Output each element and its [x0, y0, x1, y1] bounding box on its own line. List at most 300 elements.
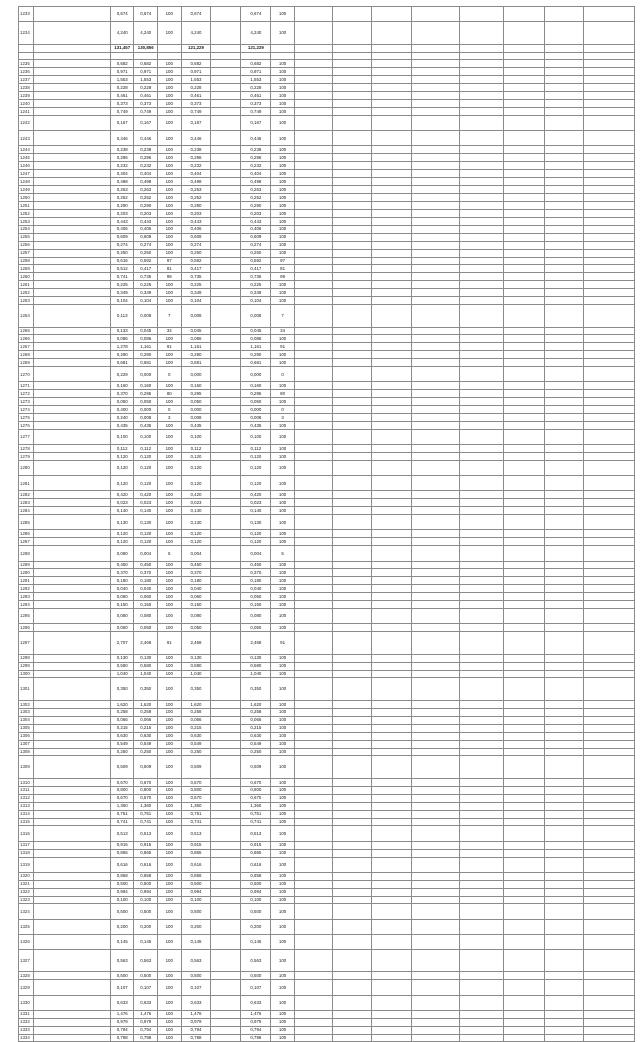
empty-cell — [333, 100, 372, 108]
length-normative-cell: 0,681 — [241, 359, 271, 367]
street-name-cell — [33, 491, 110, 499]
length-other-cell — [211, 849, 241, 857]
length-paved-cell: 0,130 — [181, 515, 211, 530]
length-other-cell — [211, 241, 241, 249]
table-row — [19, 84, 635, 92]
length-normative-cell: 0,130 — [241, 654, 271, 662]
street-name-cell — [33, 382, 110, 390]
table-row — [19, 1018, 635, 1026]
empty-cell — [504, 7, 545, 22]
percent-surveyed-cell: 100 — [158, 186, 182, 194]
percent-surveyed-cell: 100 — [158, 453, 182, 461]
percent-surveyed-cell: 100 — [158, 609, 182, 624]
length-normative-cell: 0,741 — [241, 818, 271, 826]
length-normative-cell: 0,670 — [241, 794, 271, 802]
empty-cell — [545, 116, 584, 131]
empty-cell — [545, 888, 584, 896]
empty-cell — [333, 146, 372, 154]
length-other-cell — [211, 561, 241, 569]
length-other-cell — [211, 538, 241, 546]
empty-cell — [459, 414, 504, 422]
empty-cell — [504, 406, 545, 414]
length-surveyed-cell: 0,252 — [134, 194, 158, 202]
length-surveyed-cell: 1,476 — [134, 1010, 158, 1018]
table-row — [19, 461, 635, 476]
empty-cell — [459, 654, 504, 662]
empty-cell — [504, 826, 545, 841]
length-normative-cell: 0,086 — [241, 335, 271, 343]
empty-cell — [294, 398, 333, 406]
empty-cell — [333, 351, 372, 359]
length-surveyed-cell — [134, 52, 158, 60]
percent-surveyed-cell — [158, 52, 182, 60]
percent-normative-cell: 100 — [271, 515, 295, 530]
percent-normative-cell: 100 — [271, 491, 295, 499]
empty-cell — [504, 68, 545, 76]
row-number-cell: 1303 — [19, 708, 34, 716]
empty-cell — [412, 670, 459, 678]
empty-cell — [583, 872, 634, 880]
table-row — [19, 406, 635, 414]
empty-cell — [545, 209, 584, 217]
empty-cell — [459, 857, 504, 872]
row-number-cell: 1300 — [19, 670, 34, 678]
length-normative-cell: 0,749 — [241, 108, 271, 116]
empty-cell — [412, 327, 459, 335]
table-row — [19, 732, 635, 740]
empty-cell — [545, 414, 584, 422]
empty-cell — [504, 1034, 545, 1042]
empty-cell — [333, 724, 372, 732]
row-number-cell: 1291 — [19, 577, 34, 585]
empty-cell — [459, 445, 504, 453]
empty-cell — [583, 507, 634, 515]
empty-cell — [583, 724, 634, 732]
length-surveyed-cell: 0,681 — [134, 359, 158, 367]
percent-surveyed-cell: 100 — [158, 857, 182, 872]
street-name-cell — [33, 888, 110, 896]
empty-cell — [333, 186, 372, 194]
length-total-cell: 0,104 — [110, 297, 134, 305]
table-row — [19, 335, 635, 343]
empty-cell — [504, 491, 545, 499]
length-paved-cell: 0,274 — [181, 241, 211, 249]
empty-cell — [459, 546, 504, 561]
empty-cell — [294, 131, 333, 146]
length-other-cell — [211, 904, 241, 919]
length-paved-cell: 0,004 — [181, 546, 211, 561]
length-total-cell: 0,406 — [110, 225, 134, 233]
row-number-cell: 1287 — [19, 538, 34, 546]
length-paved-cell: 0,112 — [181, 445, 211, 453]
empty-cell — [583, 670, 634, 678]
empty-cell — [412, 794, 459, 802]
length-other-cell — [211, 950, 241, 972]
percent-normative-cell: 100 — [271, 445, 295, 453]
empty-cell — [333, 880, 372, 888]
empty-cell — [333, 857, 372, 872]
length-other-cell — [211, 257, 241, 265]
percent-normative-cell: 100 — [271, 732, 295, 740]
empty-cell — [294, 818, 333, 826]
length-surveyed-cell: 0,045 — [134, 327, 158, 335]
row-number-cell: 1245 — [19, 154, 34, 162]
length-surveyed-cell: 0,180 — [134, 577, 158, 585]
length-total-cell: 0,500 — [110, 880, 134, 888]
empty-cell — [459, 108, 504, 116]
empty-cell — [412, 68, 459, 76]
empty-cell — [504, 297, 545, 305]
street-name-cell — [33, 154, 110, 162]
empty-cell — [294, 872, 333, 880]
length-surveyed-cell: 1,360 — [134, 802, 158, 810]
empty-cell — [459, 1026, 504, 1034]
length-surveyed-cell: 0,130 — [134, 515, 158, 530]
empty-cell — [294, 406, 333, 414]
table-row — [19, 257, 635, 265]
street-name-cell — [33, 445, 110, 453]
length-surveyed-cell: 0,500 — [134, 972, 158, 980]
length-total-cell: 0,229 — [110, 367, 134, 382]
empty-cell — [412, 724, 459, 732]
empty-cell — [294, 430, 333, 445]
empty-cell — [545, 186, 584, 194]
street-name-cell — [33, 146, 110, 154]
length-other-cell — [211, 359, 241, 367]
empty-cell — [545, 1034, 584, 1042]
empty-cell — [333, 995, 372, 1010]
row-number-cell: 1305 — [19, 724, 34, 732]
table-row — [19, 281, 635, 289]
empty-cell — [412, 1026, 459, 1034]
length-paved-cell: 0,050 — [181, 398, 211, 406]
percent-normative-cell: 0 — [271, 367, 295, 382]
empty-cell — [583, 209, 634, 217]
percent-surveyed-cell: 100 — [158, 76, 182, 84]
empty-cell — [412, 678, 459, 700]
length-paved-cell: 0,086 — [181, 335, 211, 343]
percent-surveyed-cell: 99 — [158, 273, 182, 281]
length-total-cell: 0,203 — [110, 209, 134, 217]
empty-cell — [412, 507, 459, 515]
length-surveyed-cell: 0,751 — [134, 810, 158, 818]
empty-cell — [294, 934, 333, 949]
table-row — [19, 826, 635, 841]
empty-cell — [294, 888, 333, 896]
street-name-cell — [33, 343, 110, 351]
empty-cell — [583, 1026, 634, 1034]
length-surveyed-cell: 0,616 — [134, 857, 158, 872]
length-other-cell — [211, 593, 241, 601]
percent-surveyed-cell: 100 — [158, 68, 182, 76]
empty-cell — [583, 778, 634, 786]
empty-cell — [294, 756, 333, 778]
row-number-cell: 1273 — [19, 398, 34, 406]
street-name-cell — [33, 826, 110, 841]
table-row — [19, 632, 635, 654]
empty-cell — [333, 849, 372, 857]
length-total-cell: 0,112 — [110, 445, 134, 453]
table-row — [19, 68, 635, 76]
empty-cell — [504, 281, 545, 289]
empty-cell — [504, 601, 545, 609]
empty-cell — [371, 186, 412, 194]
length-other-cell — [211, 748, 241, 756]
empty-cell — [504, 561, 545, 569]
empty-cell — [545, 100, 584, 108]
empty-cell — [333, 430, 372, 445]
empty-cell — [459, 888, 504, 896]
length-normative-cell: 0,406 — [241, 225, 271, 233]
empty-cell — [459, 201, 504, 209]
street-name-cell — [33, 476, 110, 491]
empty-cell — [504, 359, 545, 367]
length-total-cell: 0,238 — [110, 146, 134, 154]
percent-surveyed-cell: 100 — [158, 569, 182, 577]
table-row — [19, 108, 635, 116]
length-other-cell — [211, 609, 241, 624]
empty-cell — [333, 241, 372, 249]
percent-normative-cell: 34 — [271, 327, 295, 335]
length-total-cell: 0,373 — [110, 100, 134, 108]
empty-cell — [294, 453, 333, 461]
empty-cell — [583, 367, 634, 382]
empty-cell — [459, 367, 504, 382]
table-row — [19, 430, 635, 445]
street-name-cell — [33, 100, 110, 108]
empty-cell — [504, 170, 545, 178]
empty-cell — [333, 343, 372, 351]
length-other-cell — [211, 281, 241, 289]
length-normative-cell: 0,040 — [241, 585, 271, 593]
empty-cell — [294, 305, 333, 327]
percent-surveyed-cell: 100 — [158, 593, 182, 601]
empty-cell — [333, 1010, 372, 1018]
percent-surveyed-cell: 100 — [158, 60, 182, 68]
length-paved-cell: 0,290 — [181, 351, 211, 359]
table-row — [19, 92, 635, 100]
table-row — [19, 100, 635, 108]
empty-cell — [294, 162, 333, 170]
table-row — [19, 398, 635, 406]
empty-cell — [545, 60, 584, 68]
percent-surveyed-cell: 100 — [158, 849, 182, 857]
street-name-cell — [33, 724, 110, 732]
table-row — [19, 880, 635, 888]
length-other-cell — [211, 632, 241, 654]
empty-cell — [333, 60, 372, 68]
length-normative-cell: 0,435 — [241, 422, 271, 430]
empty-cell — [294, 100, 333, 108]
length-paved-cell: 0,100 — [181, 896, 211, 904]
empty-cell — [504, 108, 545, 116]
length-total-cell: 0,050 — [110, 398, 134, 406]
street-name-cell — [33, 414, 110, 422]
street-name-cell — [33, 919, 110, 934]
empty-cell — [412, 934, 459, 949]
percent-surveyed-cell: 100 — [158, 201, 182, 209]
empty-cell — [294, 154, 333, 162]
street-name-cell — [33, 201, 110, 209]
percent-normative-cell: 80 — [271, 390, 295, 398]
empty-cell — [545, 794, 584, 802]
empty-cell — [371, 700, 412, 708]
table-row — [19, 116, 635, 131]
empty-cell — [459, 52, 504, 60]
length-other-cell — [211, 896, 241, 904]
length-total-cell: 0,741 — [110, 273, 134, 281]
length-total-cell: 0,080 — [110, 609, 134, 624]
percent-normative-cell: 100 — [271, 1018, 295, 1026]
length-surveyed-cell: 0,580 — [134, 662, 158, 670]
length-normative-cell: 0,633 — [241, 995, 271, 1010]
length-surveyed-cell: 0,107 — [134, 980, 158, 995]
empty-cell — [583, 515, 634, 530]
length-normative-cell: 0,100 — [241, 430, 271, 445]
empty-cell — [459, 265, 504, 273]
length-other-cell — [211, 84, 241, 92]
length-normative-cell: 0,915 — [241, 841, 271, 849]
length-paved-cell: 0,420 — [181, 491, 211, 499]
street-name-cell — [33, 1034, 110, 1042]
empty-cell — [294, 170, 333, 178]
empty-cell — [459, 904, 504, 919]
empty-cell — [412, 632, 459, 654]
percent-surveyed-cell: 100 — [158, 1026, 182, 1034]
empty-cell — [583, 716, 634, 724]
empty-cell — [459, 662, 504, 670]
length-other-cell — [211, 577, 241, 585]
empty-cell — [371, 76, 412, 84]
street-name-cell — [33, 624, 110, 632]
percent-surveyed-cell: 100 — [158, 561, 182, 569]
length-surveyed-cell: 1,620 — [134, 700, 158, 708]
empty-cell — [583, 950, 634, 972]
length-paved-cell: 0,060 — [181, 593, 211, 601]
street-name-cell — [33, 68, 110, 76]
table-row — [19, 60, 635, 68]
empty-cell — [294, 577, 333, 585]
table-row — [19, 1034, 635, 1042]
length-paved-cell: 0,446 — [181, 131, 211, 146]
length-total-cell: 0,050 — [110, 624, 134, 632]
length-normative-cell: 0,140 — [241, 507, 271, 515]
table-row — [19, 241, 635, 249]
empty-cell — [545, 561, 584, 569]
length-total-cell: 0,670 — [110, 778, 134, 786]
row-number-cell: 1322 — [19, 888, 34, 896]
length-paved-cell: 0,616 — [181, 857, 211, 872]
empty-cell — [504, 778, 545, 786]
row-number-cell: 1313 — [19, 802, 34, 810]
length-total-cell: 0,258 — [110, 708, 134, 716]
empty-cell — [294, 995, 333, 1010]
empty-cell — [294, 826, 333, 841]
length-other-cell — [211, 476, 241, 491]
street-name-cell — [33, 335, 110, 343]
length-other-cell — [211, 92, 241, 100]
length-surveyed-cell: 0,670 — [134, 778, 158, 786]
empty-cell — [545, 654, 584, 662]
percent-normative-cell: 100 — [271, 585, 295, 593]
percent-normative-cell: 100 — [271, 68, 295, 76]
table-row — [19, 476, 635, 491]
percent-normative-cell: 100 — [271, 624, 295, 632]
length-normative-cell: 0,050 — [241, 624, 271, 632]
empty-cell — [504, 732, 545, 740]
row-number-cell: 1304 — [19, 716, 34, 724]
length-total-cell: 0,563 — [110, 950, 134, 972]
empty-cell — [294, 414, 333, 422]
length-paved-cell: 0,263 — [181, 186, 211, 194]
percent-normative-cell: 100 — [271, 786, 295, 794]
empty-cell — [371, 7, 412, 22]
percent-surveyed-cell: 100 — [158, 194, 182, 202]
length-total-cell: 0,994 — [110, 888, 134, 896]
length-normative-cell: 0,232 — [241, 162, 271, 170]
empty-cell — [333, 297, 372, 305]
empty-cell — [504, 162, 545, 170]
percent-normative-cell: 100 — [271, 217, 295, 225]
empty-cell — [504, 305, 545, 327]
length-surveyed-cell: 0,250 — [134, 249, 158, 257]
row-number-cell: 1260 — [19, 273, 34, 281]
percent-surveyed-cell: 100 — [158, 422, 182, 430]
empty-cell — [545, 453, 584, 461]
empty-cell — [459, 241, 504, 249]
empty-cell — [371, 281, 412, 289]
row-number-cell: 1238 — [19, 84, 34, 92]
empty-cell — [412, 367, 459, 382]
length-total-cell: 0,513 — [110, 826, 134, 841]
length-total-cell: 0,979 — [110, 1018, 134, 1026]
empty-cell — [412, 950, 459, 972]
length-other-cell — [211, 778, 241, 786]
street-name-cell — [33, 1010, 110, 1018]
length-normative-cell: 0,616 — [241, 857, 271, 872]
row-number-cell: 1329 — [19, 980, 34, 995]
length-other-cell — [211, 289, 241, 297]
table-row — [19, 654, 635, 662]
empty-cell — [504, 398, 545, 406]
empty-cell — [459, 209, 504, 217]
length-surveyed-cell: 0,120 — [134, 453, 158, 461]
percent-surveyed-cell: 5 — [158, 546, 182, 561]
street-name-cell — [33, 233, 110, 241]
empty-cell — [333, 601, 372, 609]
empty-cell — [371, 593, 412, 601]
length-other-cell — [211, 68, 241, 76]
empty-cell — [504, 382, 545, 390]
percent-surveyed-cell: 100 — [158, 1034, 182, 1042]
length-total-cell: 0,800 — [110, 786, 134, 794]
percent-surveyed-cell: 100 — [158, 980, 182, 995]
length-surveyed-cell: 0,979 — [134, 1018, 158, 1026]
empty-cell — [371, 249, 412, 257]
length-total-cell: 1,360 — [110, 802, 134, 810]
length-other-cell — [211, 507, 241, 515]
empty-cell — [459, 724, 504, 732]
empty-cell — [371, 904, 412, 919]
empty-cell — [583, 390, 634, 398]
percent-normative-cell: 100 — [271, 896, 295, 904]
percent-normative-cell: 100 — [271, 818, 295, 826]
empty-cell — [333, 422, 372, 430]
percent-normative-cell: 100 — [271, 170, 295, 178]
empty-cell — [371, 632, 412, 654]
empty-cell — [545, 233, 584, 241]
length-other-cell — [211, 170, 241, 178]
